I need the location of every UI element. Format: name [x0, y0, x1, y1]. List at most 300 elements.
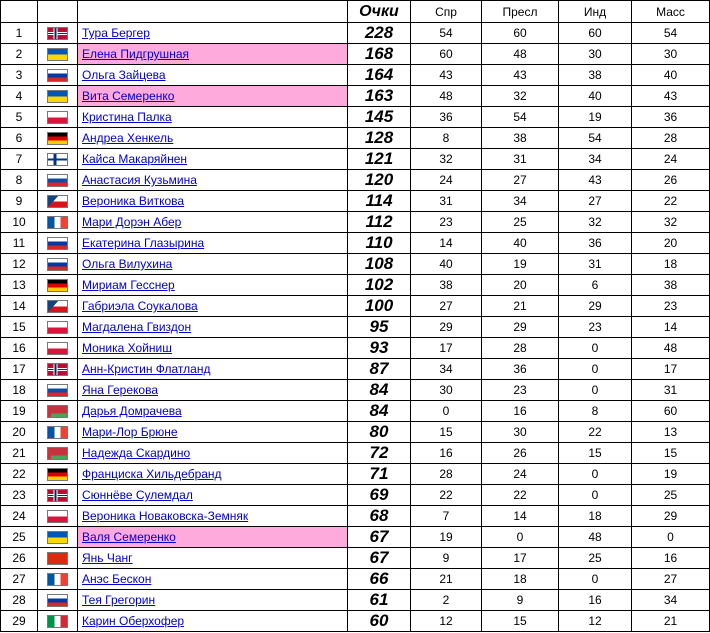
athlete-link[interactable]: Вероника Новаковска-Земняк: [82, 509, 249, 523]
country-flag-icon: [47, 153, 68, 166]
table-row: [1, 527, 710, 548]
flag-cell: [38, 359, 78, 380]
table-row: [1, 149, 710, 170]
country-flag-icon: [47, 195, 68, 208]
mass-start-cell: 18: [632, 254, 710, 275]
points-cell: 121: [348, 149, 411, 170]
pursuit-cell: 9: [482, 590, 559, 611]
flag-cell: [38, 107, 78, 128]
sprint-cell: 17: [411, 338, 482, 359]
pursuit-cell: 17: [482, 548, 559, 569]
rank-cell: 29: [1, 611, 38, 632]
individual-cell: 43: [559, 170, 632, 191]
table-row: [1, 464, 710, 485]
pursuit-cell: 27: [482, 170, 559, 191]
mass-start-cell: 40: [632, 65, 710, 86]
points-cell: 72: [348, 443, 411, 464]
mass-start-cell: 13: [632, 422, 710, 443]
athlete-name-cell: [78, 65, 348, 86]
individual-cell: 0: [559, 359, 632, 380]
sprint-cell: 31: [411, 191, 482, 212]
athlete-link[interactable]: Моника Хойниш: [82, 341, 172, 355]
points-cell: 108: [348, 254, 411, 275]
pursuit-cell: 16: [482, 401, 559, 422]
mass-start-cell: 34: [632, 590, 710, 611]
table-row: [1, 485, 710, 506]
rank-cell: 22: [1, 464, 38, 485]
athlete-link[interactable]: Франциска Хильдебранд: [82, 467, 222, 481]
flag-cell: [38, 464, 78, 485]
athlete-link[interactable]: Мириам Гесснер: [82, 278, 175, 292]
mass-start-cell: 24: [632, 149, 710, 170]
rank-cell: 2: [1, 44, 38, 65]
points-cell: 84: [348, 380, 411, 401]
pursuit-cell: 0: [482, 527, 559, 548]
country-flag-icon: [47, 48, 68, 61]
flag-cell: [38, 590, 78, 611]
athlete-link[interactable]: Валя Семеренко: [82, 530, 176, 544]
athlete-name-cell: [78, 464, 348, 485]
pursuit-cell: 21: [482, 296, 559, 317]
athlete-name-cell: [78, 233, 348, 254]
athlete-link[interactable]: Ольга Вилухина: [82, 257, 173, 271]
sprint-cell: 7: [411, 506, 482, 527]
flag-cell: [38, 527, 78, 548]
country-flag-icon: [47, 90, 68, 103]
sprint-cell: 15: [411, 422, 482, 443]
table-row: [1, 128, 710, 149]
table-row: [1, 254, 710, 275]
points-cell: 67: [348, 548, 411, 569]
mass-start-cell: 19: [632, 464, 710, 485]
athlete-link[interactable]: Анэс Бескон: [82, 572, 152, 586]
rank-cell: 7: [1, 149, 38, 170]
flag-cell: [38, 44, 78, 65]
rank-cell: 27: [1, 569, 38, 590]
country-flag-icon: [47, 552, 68, 565]
flag-cell: [38, 254, 78, 275]
pursuit-cell: 30: [482, 422, 559, 443]
flag-cell: [38, 191, 78, 212]
header-sprint: Спр: [411, 1, 482, 23]
points-cell: 80: [348, 422, 411, 443]
sprint-cell: 14: [411, 233, 482, 254]
rank-cell: 3: [1, 65, 38, 86]
table-row: [1, 443, 710, 464]
athlete-link[interactable]: Елена Пидгрушная: [82, 47, 189, 61]
mass-start-cell: 43: [632, 86, 710, 107]
athlete-link[interactable]: Янь Чанг: [82, 551, 133, 565]
mass-start-cell: 28: [632, 128, 710, 149]
pursuit-cell: 15: [482, 611, 559, 632]
flag-cell: [38, 380, 78, 401]
individual-cell: 31: [559, 254, 632, 275]
individual-cell: 25: [559, 548, 632, 569]
table-row: [1, 422, 710, 443]
athlete-link[interactable]: Екатерина Глазырина: [82, 236, 205, 250]
mass-start-cell: 36: [632, 107, 710, 128]
athlete-link[interactable]: Кайса Макаряйнен: [82, 152, 188, 166]
country-flag-icon: [47, 468, 68, 481]
country-flag-icon: [47, 258, 68, 271]
individual-cell: 15: [559, 443, 632, 464]
table-row: [1, 569, 710, 590]
athlete-name-cell: [78, 44, 348, 65]
pursuit-cell: 60: [482, 23, 559, 44]
country-flag-icon: [47, 573, 68, 586]
individual-cell: 40: [559, 86, 632, 107]
athlete-name-cell: [78, 506, 348, 527]
athlete-name-cell: [78, 548, 348, 569]
mass-start-cell: 0: [632, 527, 710, 548]
flag-cell: [38, 65, 78, 86]
mass-start-cell: 32: [632, 212, 710, 233]
country-flag-icon: [47, 132, 68, 145]
sprint-cell: 16: [411, 443, 482, 464]
country-flag-icon: [47, 279, 68, 292]
table-row: [1, 338, 710, 359]
table-row: [1, 317, 710, 338]
sprint-cell: 38: [411, 275, 482, 296]
pursuit-cell: 43: [482, 65, 559, 86]
points-cell: 67: [348, 527, 411, 548]
table-row: [1, 86, 710, 107]
rank-cell: 6: [1, 128, 38, 149]
table-row: [1, 65, 710, 86]
points-cell: 66: [348, 569, 411, 590]
mass-start-cell: 20: [632, 233, 710, 254]
athlete-link[interactable]: Вита Семеренко: [82, 89, 175, 103]
sprint-cell: 12: [411, 611, 482, 632]
pursuit-cell: 48: [482, 44, 559, 65]
table-row: [1, 275, 710, 296]
country-flag-icon: [47, 363, 68, 376]
individual-cell: 36: [559, 233, 632, 254]
athlete-name-cell: [78, 191, 348, 212]
rank-cell: 4: [1, 86, 38, 107]
rank-cell: 12: [1, 254, 38, 275]
athlete-link[interactable]: Сюннёве Сулемдал: [82, 488, 193, 502]
flag-cell: [38, 338, 78, 359]
table-row: [1, 212, 710, 233]
header-mass-start: Масс: [632, 1, 710, 23]
country-flag-icon: [47, 237, 68, 250]
mass-start-cell: 31: [632, 380, 710, 401]
table-row: [1, 107, 710, 128]
athlete-name-cell: [78, 422, 348, 443]
athlete-link[interactable]: Андреа Хенкель: [82, 131, 174, 145]
athlete-name-cell: [78, 275, 348, 296]
standings-body: [1, 23, 710, 632]
flag-cell: [38, 296, 78, 317]
header-flag: [38, 1, 78, 23]
points-cell: 95: [348, 317, 411, 338]
pursuit-cell: 40: [482, 233, 559, 254]
individual-cell: 60: [559, 23, 632, 44]
individual-cell: 38: [559, 65, 632, 86]
athlete-link[interactable]: Надежда Скардино: [82, 446, 191, 460]
mass-start-cell: 15: [632, 443, 710, 464]
points-cell: 93: [348, 338, 411, 359]
athlete-link[interactable]: Дарья Домрачева: [82, 404, 182, 418]
flag-cell: [38, 401, 78, 422]
flag-cell: [38, 506, 78, 527]
pursuit-cell: 25: [482, 212, 559, 233]
individual-cell: 30: [559, 44, 632, 65]
pursuit-cell: 32: [482, 86, 559, 107]
flag-cell: [38, 128, 78, 149]
athlete-name-cell: [78, 338, 348, 359]
sprint-cell: 24: [411, 170, 482, 191]
mass-start-cell: 26: [632, 170, 710, 191]
country-flag-icon: [47, 300, 68, 313]
pursuit-cell: 19: [482, 254, 559, 275]
table-row: [1, 191, 710, 212]
table-row: [1, 380, 710, 401]
flag-cell: [38, 317, 78, 338]
mass-start-cell: 23: [632, 296, 710, 317]
points-cell: 112: [348, 212, 411, 233]
individual-cell: 18: [559, 506, 632, 527]
rank-cell: 23: [1, 485, 38, 506]
individual-cell: 6: [559, 275, 632, 296]
points-cell: 128: [348, 128, 411, 149]
individual-cell: 19: [559, 107, 632, 128]
flag-cell: [38, 548, 78, 569]
country-flag-icon: [47, 321, 68, 334]
points-cell: 168: [348, 44, 411, 65]
header-name: [78, 1, 348, 23]
individual-cell: 0: [559, 464, 632, 485]
rank-cell: 26: [1, 548, 38, 569]
athlete-link[interactable]: Яна Герекова: [82, 383, 158, 397]
points-cell: 60: [348, 611, 411, 632]
country-flag-icon: [47, 384, 68, 397]
athlete-name-cell: [78, 296, 348, 317]
individual-cell: 54: [559, 128, 632, 149]
athlete-link[interactable]: Мари-Лор Брюне: [82, 425, 178, 439]
rank-cell: 5: [1, 107, 38, 128]
mass-start-cell: 48: [632, 338, 710, 359]
flag-cell: [38, 275, 78, 296]
rank-cell: 28: [1, 590, 38, 611]
pursuit-cell: 38: [482, 128, 559, 149]
table-row: [1, 401, 710, 422]
country-flag-icon: [47, 447, 68, 460]
athlete-name-cell: [78, 128, 348, 149]
pursuit-cell: 29: [482, 317, 559, 338]
sprint-cell: 8: [411, 128, 482, 149]
country-flag-icon: [47, 216, 68, 229]
rank-cell: 17: [1, 359, 38, 380]
country-flag-icon: [47, 615, 68, 628]
athlete-name-cell: [78, 485, 348, 506]
table-row: [1, 44, 710, 65]
athlete-name-cell: [78, 86, 348, 107]
mass-start-cell: 38: [632, 275, 710, 296]
table-row: [1, 590, 710, 611]
pursuit-cell: 22: [482, 485, 559, 506]
rank-cell: 19: [1, 401, 38, 422]
country-flag-icon: [47, 111, 68, 124]
athlete-name-cell: [78, 170, 348, 191]
athlete-name-cell: [78, 380, 348, 401]
flag-cell: [38, 569, 78, 590]
individual-cell: 0: [559, 569, 632, 590]
points-cell: 228: [348, 23, 411, 44]
mass-start-cell: 27: [632, 569, 710, 590]
athlete-name-cell: [78, 317, 348, 338]
table-row: [1, 359, 710, 380]
pursuit-cell: 18: [482, 569, 559, 590]
sprint-cell: 40: [411, 254, 482, 275]
header-pursuit: Пресл: [482, 1, 559, 23]
header-individual: Инд: [559, 1, 632, 23]
athlete-link[interactable]: Магдалена Гвиздон: [82, 320, 192, 334]
athlete-link[interactable]: Кристина Палка: [82, 110, 172, 124]
sprint-cell: 28: [411, 464, 482, 485]
flag-cell: [38, 611, 78, 632]
sprint-cell: 30: [411, 380, 482, 401]
athlete-name-cell: [78, 590, 348, 611]
sprint-cell: 22: [411, 485, 482, 506]
points-cell: 164: [348, 65, 411, 86]
sprint-cell: 19: [411, 527, 482, 548]
athlete-link[interactable]: Карин Оберхофер: [82, 614, 185, 628]
pursuit-cell: 31: [482, 149, 559, 170]
table-row: [1, 296, 710, 317]
individual-cell: 0: [559, 380, 632, 401]
rank-cell: 14: [1, 296, 38, 317]
flag-cell: [38, 149, 78, 170]
points-cell: 114: [348, 191, 411, 212]
table-row: [1, 23, 710, 44]
rank-cell: 10: [1, 212, 38, 233]
individual-cell: 27: [559, 191, 632, 212]
mass-start-cell: 14: [632, 317, 710, 338]
athlete-link[interactable]: Мари Дорэн Абер: [82, 215, 182, 229]
athlete-link[interactable]: Тея Грегорин: [82, 593, 156, 607]
pursuit-cell: 26: [482, 443, 559, 464]
mass-start-cell: 17: [632, 359, 710, 380]
rank-cell: 9: [1, 191, 38, 212]
flag-cell: [38, 233, 78, 254]
points-cell: 110: [348, 233, 411, 254]
mass-start-cell: 30: [632, 44, 710, 65]
individual-cell: 29: [559, 296, 632, 317]
athlete-name-cell: [78, 107, 348, 128]
country-flag-icon: [47, 510, 68, 523]
rank-cell: 25: [1, 527, 38, 548]
sprint-cell: 36: [411, 107, 482, 128]
points-cell: 120: [348, 170, 411, 191]
rank-cell: 18: [1, 380, 38, 401]
table-row: [1, 506, 710, 527]
athlete-name-cell: [78, 611, 348, 632]
individual-cell: 32: [559, 212, 632, 233]
athlete-link[interactable]: Ольга Зайцева: [82, 68, 166, 82]
flag-cell: [38, 485, 78, 506]
rank-cell: 21: [1, 443, 38, 464]
points-cell: 69: [348, 485, 411, 506]
country-flag-icon: [47, 426, 68, 439]
flag-cell: [38, 86, 78, 107]
sprint-cell: 60: [411, 44, 482, 65]
mass-start-cell: 54: [632, 23, 710, 44]
athlete-link[interactable]: Анн-Кристин Флатланд: [82, 362, 211, 376]
points-cell: 100: [348, 296, 411, 317]
rank-cell: 16: [1, 338, 38, 359]
athlete-link[interactable]: Анастасия Кузьмина: [82, 173, 197, 187]
athlete-link[interactable]: Вероника Виткова: [82, 194, 185, 208]
pursuit-cell: 54: [482, 107, 559, 128]
rank-cell: 1: [1, 23, 38, 44]
individual-cell: 0: [559, 485, 632, 506]
individual-cell: 48: [559, 527, 632, 548]
sprint-cell: 43: [411, 65, 482, 86]
rank-cell: 24: [1, 506, 38, 527]
athlete-name-cell: [78, 443, 348, 464]
points-cell: 87: [348, 359, 411, 380]
mass-start-cell: 60: [632, 401, 710, 422]
points-cell: 145: [348, 107, 411, 128]
individual-cell: 16: [559, 590, 632, 611]
sprint-cell: 23: [411, 212, 482, 233]
rank-cell: 11: [1, 233, 38, 254]
flag-cell: [38, 212, 78, 233]
table-row: [1, 548, 710, 569]
mass-start-cell: 22: [632, 191, 710, 212]
flag-cell: [38, 422, 78, 443]
points-cell: 102: [348, 275, 411, 296]
table-row: [1, 611, 710, 632]
header-row: [1, 1, 710, 23]
flag-cell: [38, 23, 78, 44]
athlete-link[interactable]: Тура Бергер: [82, 26, 150, 40]
rank-cell: 13: [1, 275, 38, 296]
mass-start-cell: 16: [632, 548, 710, 569]
sprint-cell: 9: [411, 548, 482, 569]
pursuit-cell: 28: [482, 338, 559, 359]
sprint-cell: 2: [411, 590, 482, 611]
pursuit-cell: 34: [482, 191, 559, 212]
table-row: [1, 233, 710, 254]
individual-cell: 23: [559, 317, 632, 338]
country-flag-icon: [47, 27, 68, 40]
table-row: [1, 170, 710, 191]
sprint-cell: 27: [411, 296, 482, 317]
sprint-cell: 54: [411, 23, 482, 44]
pursuit-cell: 20: [482, 275, 559, 296]
individual-cell: 34: [559, 149, 632, 170]
pursuit-cell: 23: [482, 380, 559, 401]
country-flag-icon: [47, 342, 68, 355]
country-flag-icon: [47, 594, 68, 607]
sprint-cell: 21: [411, 569, 482, 590]
header-rank: [1, 1, 38, 23]
country-flag-icon: [47, 489, 68, 502]
athlete-link[interactable]: Габриэла Соукалова: [82, 299, 198, 313]
individual-cell: 22: [559, 422, 632, 443]
individual-cell: 8: [559, 401, 632, 422]
athlete-name-cell: [78, 212, 348, 233]
sprint-cell: 48: [411, 86, 482, 107]
sprint-cell: 32: [411, 149, 482, 170]
pursuit-cell: 24: [482, 464, 559, 485]
country-flag-icon: [47, 531, 68, 544]
flag-cell: [38, 170, 78, 191]
mass-start-cell: 25: [632, 485, 710, 506]
